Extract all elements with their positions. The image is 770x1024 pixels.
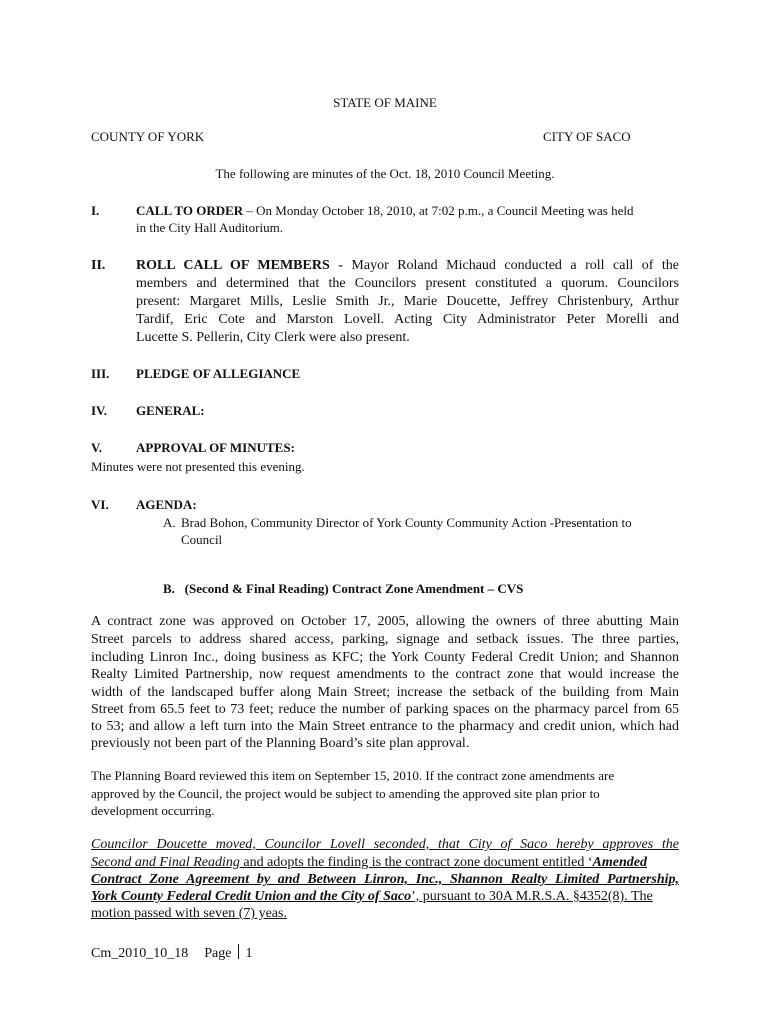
motion-text: and adopts the finding is the contract zone document entitled ‘ xyxy=(239,855,593,870)
motion-document-title: Contract Zone Agreement by and Between Linron, Inc., Shannon Realty Limited Partnership, xyxy=(91,872,679,887)
intro-text: The following are minutes of the Oct. 18, 2010 Council Meeting. xyxy=(215,166,555,181)
county-label: COUNTY OF YORK xyxy=(91,129,205,144)
section-number: II. xyxy=(91,258,106,273)
section-title: APPROVAL OF MINUTES: xyxy=(136,440,295,455)
section-text: Minutes were not presented this evening. xyxy=(91,459,305,474)
motion-line: motion passed with seven (7) yeas. xyxy=(91,906,287,921)
section-text: – On Monday October 18, 2010, at 7:02 p.m., a Council Meeting was held xyxy=(243,203,634,218)
page-separator xyxy=(238,944,239,959)
motion-text: ’, pursuant to 30A M.R.S.A. §4352(8). The xyxy=(411,889,653,904)
section-title: CALL TO ORDER xyxy=(136,203,244,218)
roll-call-line xyxy=(136,258,679,274)
agenda-item-text: Brad Bohon, Community Director of York County Community Action -Presentation to xyxy=(181,515,632,530)
section-number: I. xyxy=(91,203,100,218)
motion-line: Councilor Doucette moved, Councilor Lovell seconded, that City of Saco hereby approves the xyxy=(91,837,679,852)
motion-line xyxy=(91,889,653,905)
agenda-item-text: Council xyxy=(181,532,223,547)
body-line: Street parcels to address shared access, parking, signage and setback issues. The three parties, xyxy=(91,632,679,647)
motion-emphasis: Second and Final Reading xyxy=(91,855,240,870)
section-number: V. xyxy=(91,440,102,455)
section-number: VI. xyxy=(91,497,109,512)
section-number: III. xyxy=(91,366,110,381)
call-to-order-line xyxy=(136,203,633,219)
motion-document-title: York County Federal Credit Union and the City of Saco xyxy=(91,889,412,904)
section-number: IV. xyxy=(91,403,108,418)
motion-document-title: Amended xyxy=(592,855,647,870)
body-line: development occurring. xyxy=(91,803,215,818)
page-label: Page xyxy=(204,946,232,961)
body-line: width of the landscaped buffer along Main Street; increase the setback of the building from Main xyxy=(91,685,679,700)
section-title: AGENDA: xyxy=(136,497,197,512)
page-footer xyxy=(91,944,252,962)
section-title: GENERAL: xyxy=(136,403,205,418)
section-text: Mayor Roland Michaud conducted a roll call of the xyxy=(351,258,680,273)
body-line: The Planning Board reviewed this item on September 15, 2010. If the contract zone amendments are xyxy=(91,768,615,783)
section-text: members and determined that the Councilors present constituted a quorum. Councilors xyxy=(136,276,679,291)
city-label: CITY OF SACO xyxy=(543,129,631,144)
state-heading: STATE OF MAINE xyxy=(333,95,437,110)
body-line: Street from 65.5 feet to 73 feet; reduce the number of parking spaces on the pharmacy parcel from 65 xyxy=(91,702,679,717)
body-line: previously not been part of the Planning Board’s site plan approval. xyxy=(91,736,470,751)
section-text: Tardif, Eric Cote and Marston Lovell. Acting City Administrator Peter Morelli and xyxy=(136,312,679,327)
section-text: Lucette S. Pellerin, City Clerk were also present. xyxy=(136,330,410,345)
page-number: 1 xyxy=(245,946,253,961)
body-line: approved by the Council, the project would be subject to amending the approved site plan prior to xyxy=(91,786,600,801)
section-title: PLEDGE OF ALLEGIANCE xyxy=(136,366,301,381)
agenda-item-heading: B. (Second & Final Reading) Contract Zone Amendment – CVS xyxy=(163,581,524,596)
section-title: ROLL CALL OF MEMBERS - xyxy=(136,258,343,273)
section-text: present: Margaret Mills, Leslie Smith Jr., Marie Doucette, Jeffrey Christenbury, Arthur xyxy=(136,294,679,309)
agenda-item-label: A. xyxy=(163,515,176,530)
section-text: in the City Hall Auditorium. xyxy=(136,220,283,235)
motion-line xyxy=(91,855,647,871)
body-line: to 53; and allow a left turn into the Main Street entrance to the pharmacy and credit union, which had xyxy=(91,719,679,734)
body-line: including Linron Inc., doing business as KFC; the York County Federal Credit Union; and Shannon xyxy=(91,650,679,665)
body-line: Realty Limited Partnership, now request amendments to the contract zone that would increase the xyxy=(91,667,679,682)
body-line: A contract zone was approved on October 17, 2005, allowing the owners of three abutting Main xyxy=(91,614,679,629)
document-id: Cm_2010_10_18 xyxy=(91,946,189,961)
